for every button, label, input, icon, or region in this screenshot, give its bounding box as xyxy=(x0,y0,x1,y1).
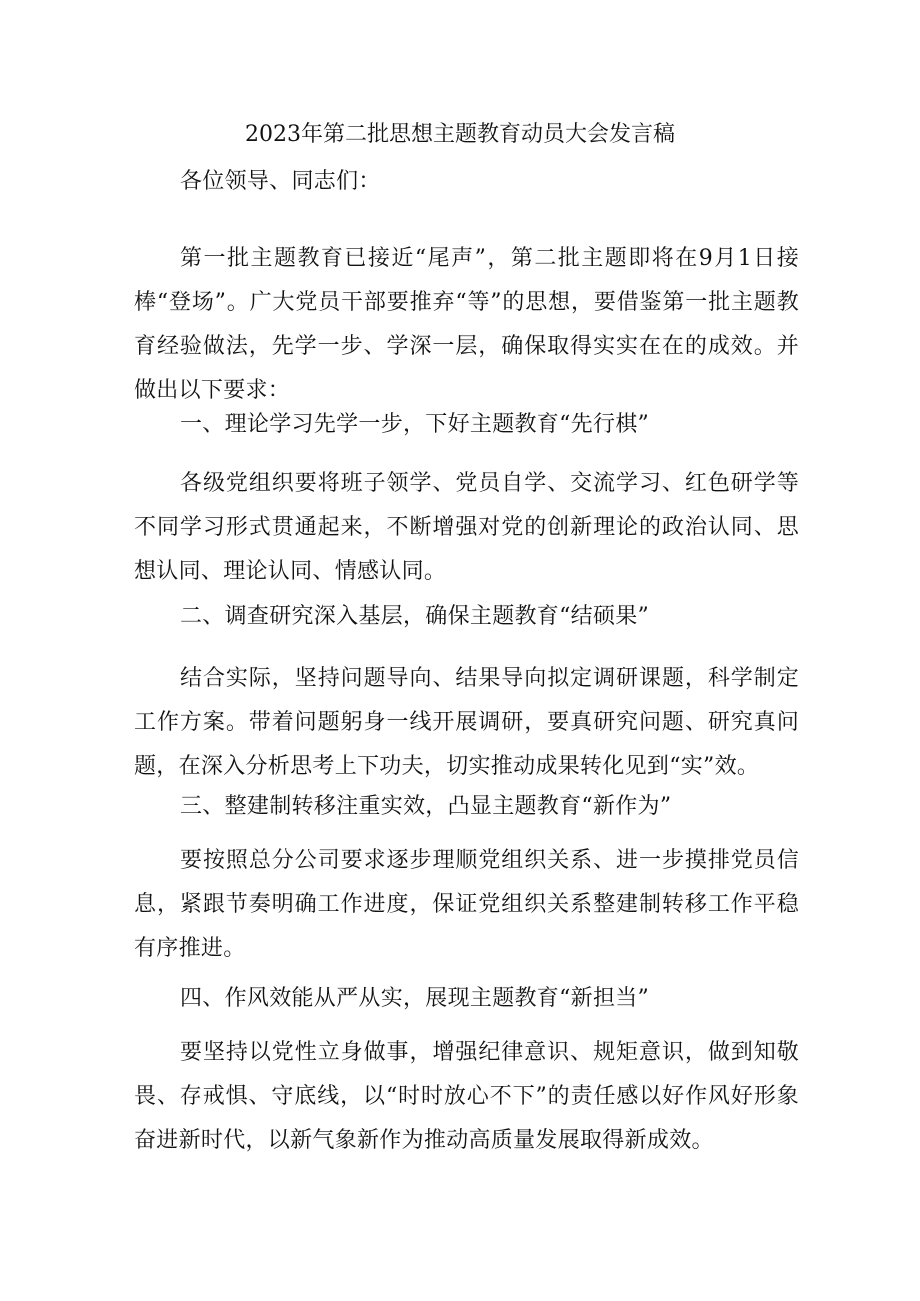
intro-paragraph: 第一批主题教育已接近“尾声”，第二批主题即将在9月1日接棒“登场”。广大党员干部要推弃“等”的思想，要借鉴第一批主题教育经验做法，先学一步、学深一层，确保取得实实在在的成效。并做出以下要求： xyxy=(134,246,799,403)
salutation: 各位领导、同志们： xyxy=(180,169,381,194)
section-3-heading: 三、整建制转移注重实效，凸显主题教育“新作为” xyxy=(180,794,672,819)
section-4-heading: 四、作风效能从严从实，展现主题教育“新担当” xyxy=(180,986,650,1011)
section-2-heading: 二、调查研究深入基层，确保主题教育“结硕果” xyxy=(180,604,650,629)
section-2-body: 结合实际，坚持问题导向、结果导向拟定调研课题，科学制定工作方案。带着问题躬身一线开展调研，要真研究问题、研究真问题，在深入分析思考上下功夫，切实推动成果转化见到“实”效。 xyxy=(134,666,799,779)
section-1-body: 各级党组织要将班子领学、党员自学、交流学习、红色研学等不同学习形式贯通起来，不断增强对党的创新理论的政治认同、思想认同、理论认同、情感认同。 xyxy=(134,471,799,584)
document-title: 2023年第二批思想主题教育动员大会发言稿 xyxy=(245,122,675,147)
section-3-body: 要按照总分公司要求逐步理顺党组织关系、进一步摸排党员信息，紧跟节奏明确工作进度，保证党组织关系整建制转移工作平稳有序推进。 xyxy=(134,848,799,961)
section-4-body: 要坚持以党性立身做事，增强纪律意识、规矩意识，做到知敬畏、存戒惧、守底线，以“时时放心不下”的责任感以好作风好形象奋进新时代，以新气象新作为推动高质量发展取得新成效。 xyxy=(134,1040,799,1153)
section-1-heading: 一、理论学习先学一步，下好主题教育“先行棋” xyxy=(180,412,650,437)
